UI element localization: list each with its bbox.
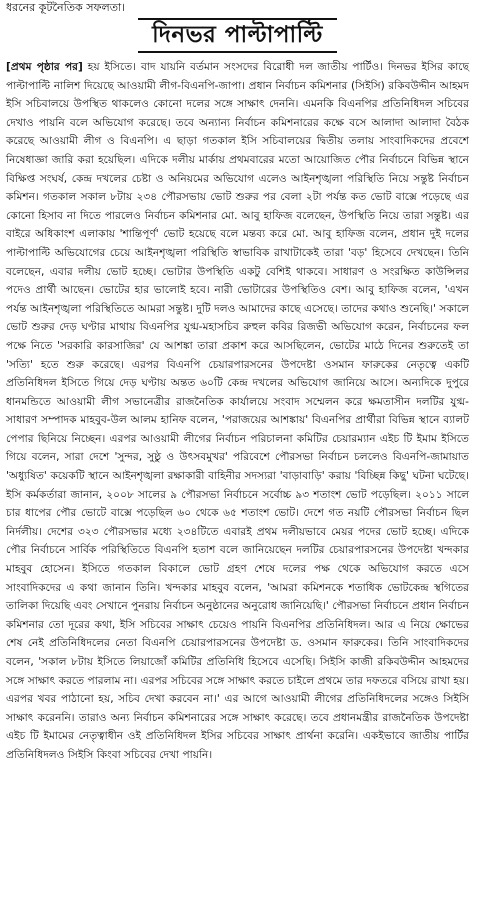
previous-article-tail: ধরনের কূটনৈতিক সফলতা। xyxy=(6,1,126,14)
article-headline: দিনভর পাল্টাপাল্টি xyxy=(138,18,337,53)
newspaper-clipping xyxy=(6,0,469,906)
article-text: হয় ইসিতে। বাদ যায়নি বর্তমান সংসদের বিরোধী দল জাতীয় পার্টিও। দিনভর ইসির কাছে পাল্টাপাল্টি নালিশ দিয়েছে আওয়ামী লীগ-বিএনপি-জাপা। প্রধান নির্বাচন কমিশনার (সিইসি) রকিবউদ্দীন আহমদ ইসি সচিবালয়ে উপস্থিত থাকলেও কোনো দলের সঙ্গে সাক্ষাৎ দেননি। এমনকি বিএনপির প্রতিনিধিদল সচিবের দেখাও পায়নি বলে অভিযোগ করেছে। তবে অন্যান্য নির্বাচন কমিশনারের কক্ষে বসে আলাদা আলাদা বৈঠক করেছে আওয়ামী লীগ ও বিএনপি। এ ছাড়া গতকাল ইসি সচিবালয়ের দ্বিতীয় তলায় সাংবাদিকদের প্রবেশে নিষেধাজ্ঞা জারি করা হয়েছিল। এদিকে দলীয় মার্কায় প্রথমবারের মতো আয়োজিত পৌর নির্বাচনে বিভিন্ন স্থানে বিক্ষিপ্ত সংঘর্ষ, কেন্দ্র দখলের চেষ্টা ও অনিয়মের অভিযোগ এলেও আইনশৃঙ্খলা পরিস্থিতি নিয়ে সন্তুষ্ট নির্বাচন কমিশন। গতকাল সকাল ৮টায় ২৩৪ পৌরসভায় ভোট শুরুর পর বেলা ২টা পর্যন্ত কত ভোট বাক্সে পড়েছে এর কোনো হিসাব না দিতে পারলেও নির্বাচন কমিশনার মো. আবু হাফিজ বলেছেন, উপস্থিতি নিয়ে তারা সন্তুষ্ট। এর বাইরে অধিকাংশ এলাকায় 'শান্তিপূর্ণ' ভোট হয়েছে বলে মন্তব্য করে মো. আবু হাফিজ বলেন, প্রধান দুই দলের পাল্টাপাল্টি অভিযোগের চেয়ে আইনশৃঙ্খলা পরিস্থিতি স্বাভাবিক রাখাটাকেই তারা 'বড়' হিসেবে দেখছেন। তিনি বলেছেন, এবার দলীয় ভোট হচ্ছে। ভোটার উপস্থিতি একটু বেশিই থাকবে। সাধারণ ও সংরক্ষিত কাউন্সিলর পদেও প্রার্থী আছেন। ভোটের হার ভালোই হবে। নারী ভোটারের উপস্থিতিও বেশ। আবু হাফিজ বলেন, 'এখন পর্যন্ত আইনশৃঙ্খলা পরিস্থিতিতে আমরা সন্তুষ্ট। দুটি দলও আমাদের কাছে এসেছে। তাদের কথাও শুনেছি।' সকালে ভোট শুরুর দেড় ঘণ্টার মাথায় বিএনপির যুগ্ম-মহাসচিব রুহুল কবির রিজভী অভিযোগ করেন, নির্বাচনের ফল পক্ষে নিতে 'সরকারি কারসাজির' যে আশঙ্কা তারা প্রকাশ করে আসছিলেন, ভোটের মাঠে দিনের শুরুতেই তা 'সত্যি' হতে শুরু করেছে। এরপর বিএনপি চেয়ারপারসনের উপদেষ্টা ওসমান ফারুকের নেতৃত্বে একটি প্রতিনিধিদল ইসিতে গিয়ে দেড় ঘণ্টায় অন্তত ৬০টি কেন্দ্র দখলের অভিযোগ জানিয়ে আসে। অন্যদিকে দুপুরে ধানমন্ডিতে আওয়ামী লীগ সভানেত্রীর রাজনৈতিক কার্যালয়ে সংবাদ সম্মেলন করে ক্ষমতাসীন দলটির যুগ্ম-সাধারণ সম্পাদক মাহবুব-উল আলম হানিফ বলেন, 'পরাজয়ের আশঙ্কায়' বিএনপির প্রার্থীরা বিভিন্ন স্থানে ব্যালট পেপার ছিনিয়ে নিচ্ছেন। এরপর আওয়ামী লীগের নির্বাচন পরিচালনা কমিটির চেয়ারম্যান এইচ টি ইমাম ইসিতে গিয়ে বলেন, সারা দেশে 'সুন্দর, সুষ্ঠু ও উৎসবমুখর' পরিবেশে পৌরসভা নির্বাচন চললেও বিএনপি-জামায়াত 'অধ্যুষিত' কয়েকটি স্থানে আইনশৃঙ্খলা রক্ষাকারী বাহিনীর সদস্যরা 'বাড়াবাড়ি' করায় 'বিচ্ছিন্ন কিছু' ঘটনা ঘটেছে। ইসি কর্মকর্তারা জানান, ২০০৮ সালের ৯ পৌরসভা নির্বাচনে সর্বোচ্চ ৯৩ শতাংশ ভোট পড়েছিল। ২০১১ সালে চার ধাপের পৌর ভোটে বাক্সে পড়েছিল ৬০ থেকে ৬৫ শতাংশ ভোট। দেশে গত নয়টি পৌরসভা নির্বাচন ছিল নির্দলীয়। দেশের ৩২৩ পৌরসভার মধ্যে ২৩৪টিতে এবারই প্রথম দলীয়ভাবে মেয়র পদের ভোট হচ্ছে। এদিকে পৌর নির্বাচনে সার্বিক পরিস্থিতিতে বিএনপি হতাশ বলে জানিয়েছেন দলটির চেয়ারপারসনের উপদেষ্টা খন্দকার মাহবুব হোসেন। ইসিতে গতকাল বিকালে ভোট গ্রহণ শেষে দলের পক্ষ থেকে অভিযোগ করতে এসে সাংবাদিকদের এ কথা জানান তিনি। খন্দকার মাহবুব বলেন, 'আমরা কমিশনকে শতাধিক ভোটকেন্দ্র স্থগিতের তালিকা দিয়েছি এবং সেখানে পুনরায় নির্বাচন অনুষ্ঠানের অনুরোধ জানিয়েছি।' পৌরসভা নির্বাচনে প্রধান নির্বাচন কমিশনার তো দূরের কথা, ইসি সচিবের সাক্ষাৎ চেয়েও পায়নি বিএনপির প্রতিনিধিদল। আর এ নিয়ে ক্ষোভের শেষ নেই প্রতিনিধিদলের নেতা বিএনপি চেয়ারপারসনের উপদেষ্টা ড. ওসমান ফারুকের। তিনি সাংবাদিকদের বলেন, 'সকাল ৮টায় ইসিতে লিয়াজোঁ কমিটির প্রতিনিধি হিসেবে এসেছি। সিইসি কাজী রকিবউদ্দীন আহমদের সঙ্গে সাক্ষাৎ করতে পারলাম না। এরপর সচিবের সঙ্গে সাক্ষাৎ করতে চাইলে প্রথমে তার দফতরে বসিয়ে রাখা হয়। এরপর খবর পাঠানো হয়, সচিব দেখা করবেন না।' এর আগে আওয়ামী লীগের প্রতিনিধিদলের সঙ্গেও সিইসি সাক্ষাৎ করেননি। তারাও অন্য নির্বাচন কমিশনারের সঙ্গে সাক্ষাৎ করেছে। তবে প্রধানমন্ত্রীর রাজনৈতিক উপদেষ্টা এইচ টি ইমামের নেতৃত্বাধীন ওই প্রতিনিধিদল ইসির সচিবের সাক্ষাৎ প্রার্থনা করেনি। একইভাবে জাতীয় পার্টির প্রতিনিধিদলও সিইসি কিংবা সচিবের দেখা পায়নি। xyxy=(6,61,469,761)
continued-from-label: [প্রথম পৃষ্ঠার পর] xyxy=(6,61,83,73)
headline-container xyxy=(6,18,469,53)
article-body xyxy=(6,58,469,765)
